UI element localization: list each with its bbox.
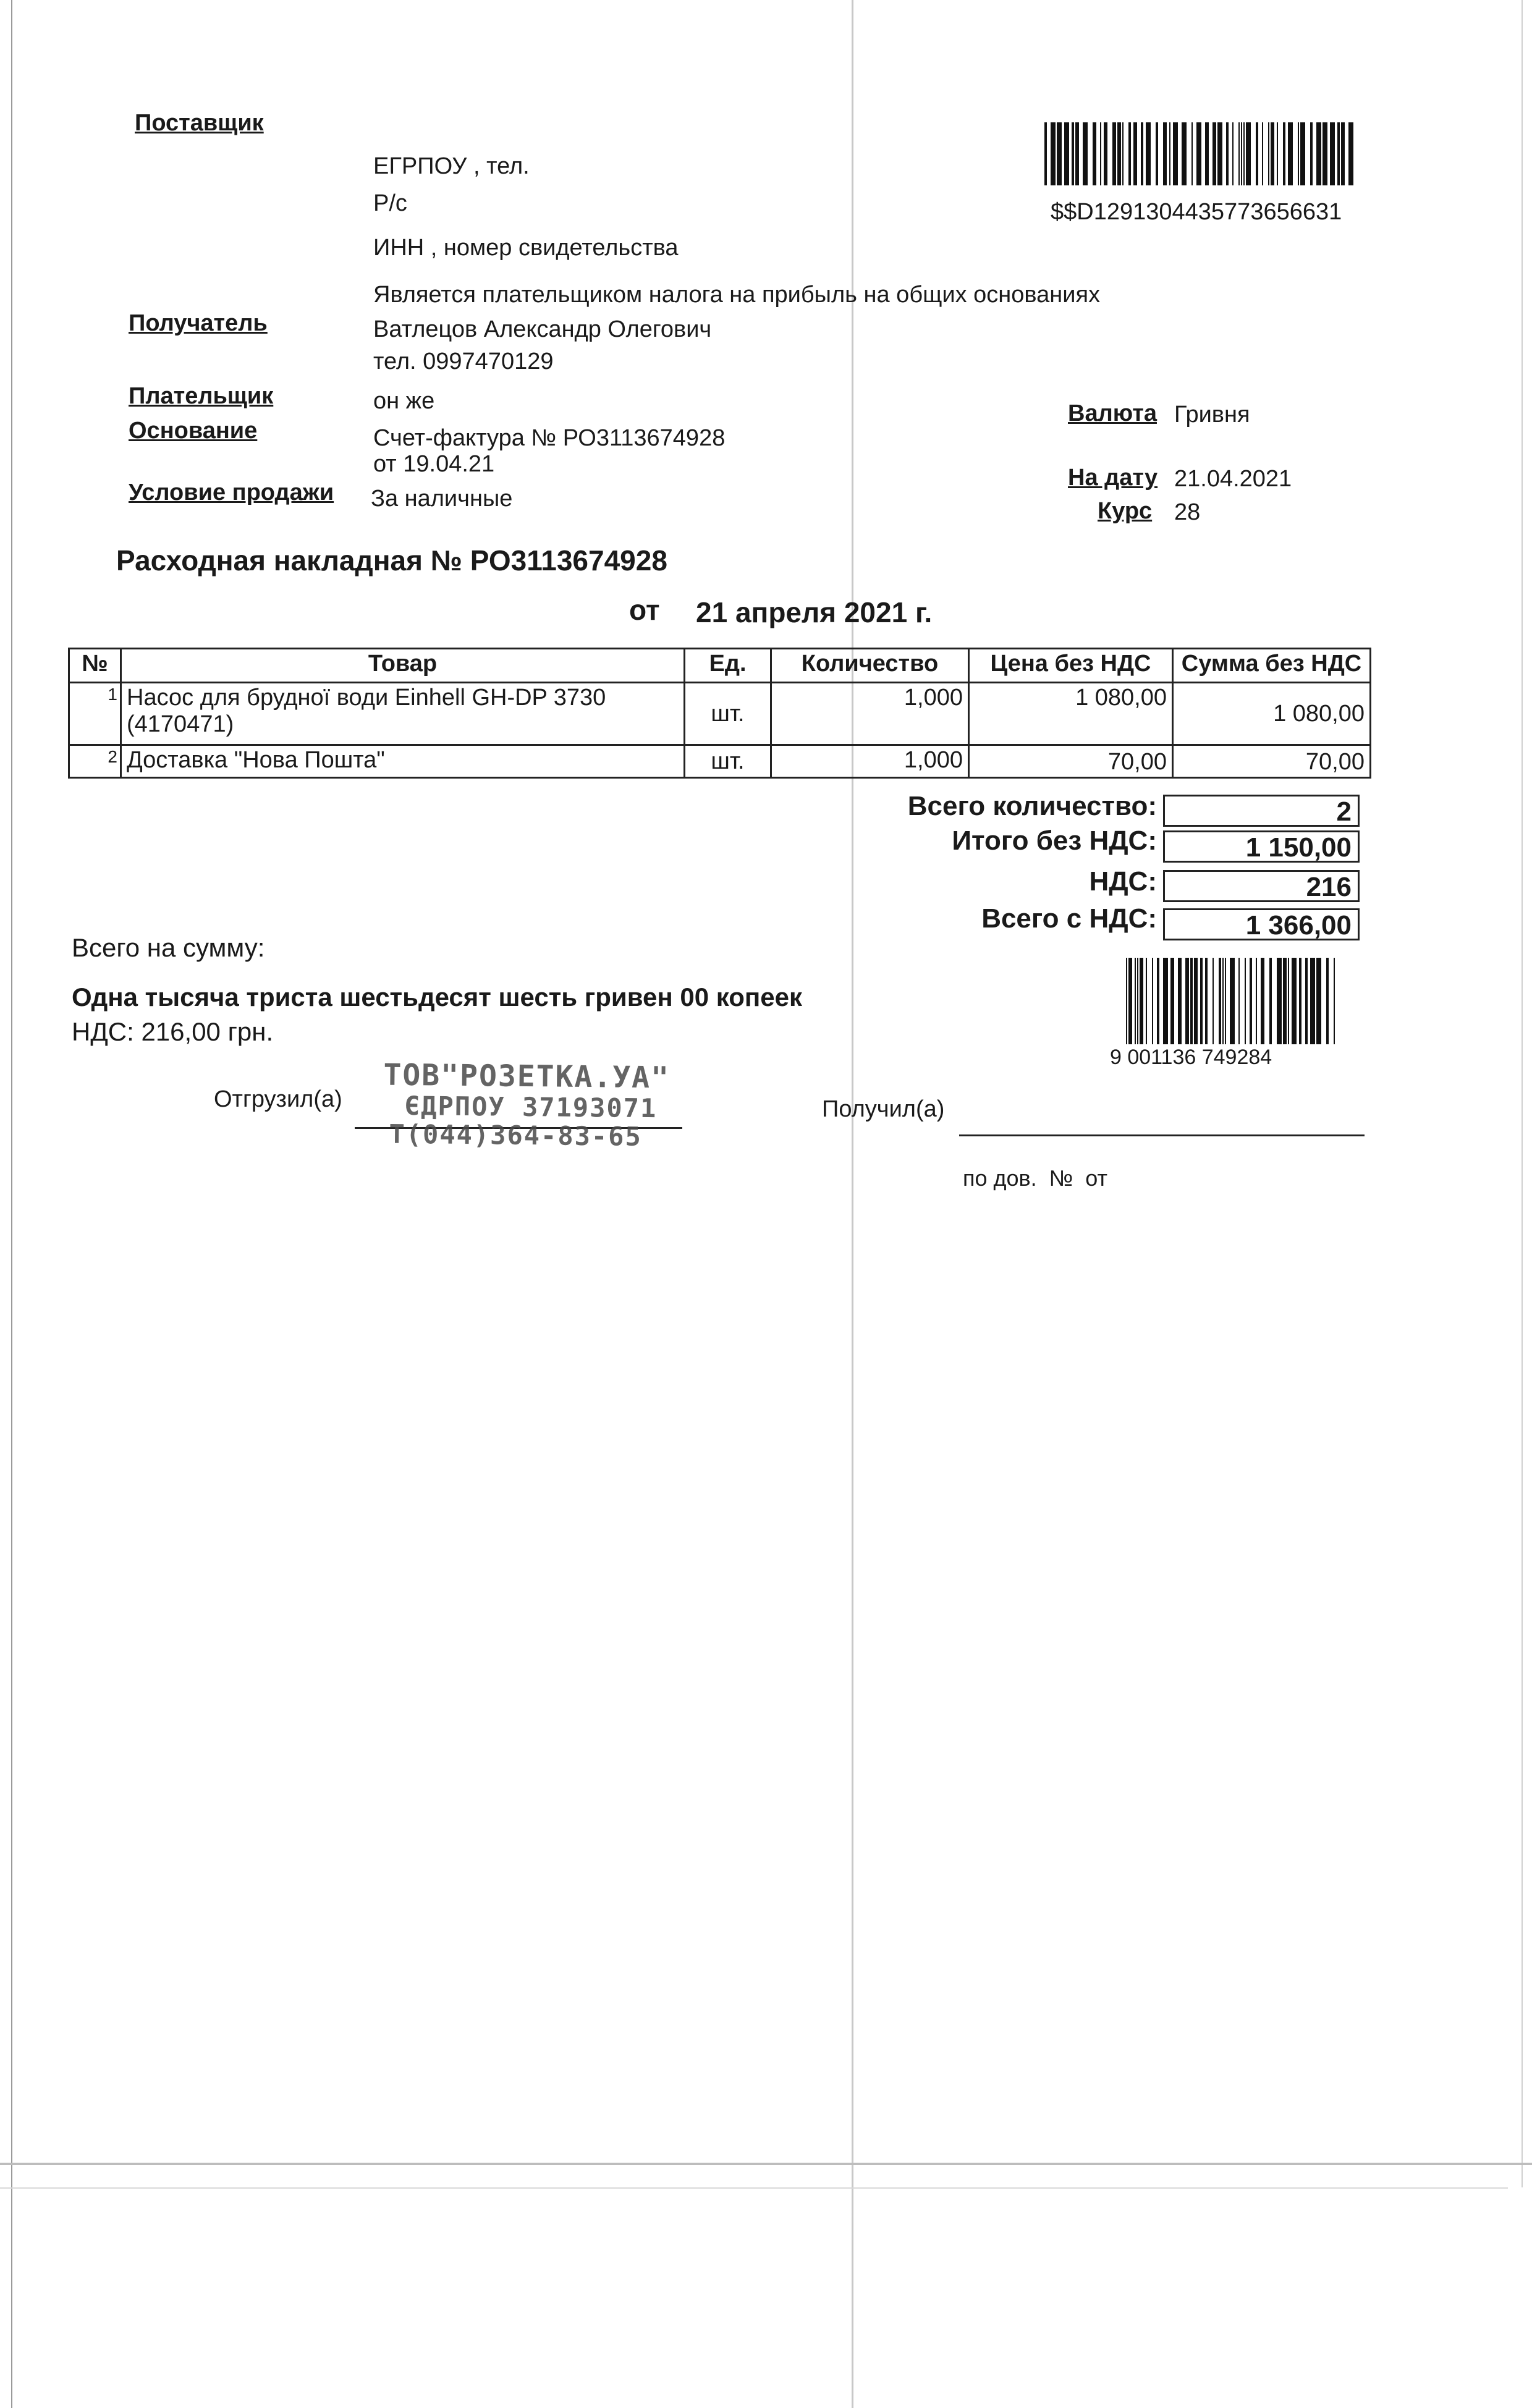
scan-left-edge (11, 0, 12, 2408)
currency-value: Гривня (1174, 402, 1250, 428)
barcode-bar (1182, 122, 1187, 185)
row-number: 2 (69, 745, 121, 778)
barcode-space (1234, 122, 1238, 185)
barcode-space (1187, 122, 1191, 185)
row-unit: шт. (685, 745, 771, 778)
col-header-price: Цена без НДС (969, 649, 1173, 683)
barcode-bar (1288, 122, 1293, 185)
total-qty-value: 2 (1163, 795, 1360, 827)
barcode-space (1329, 958, 1334, 1044)
barcode-bar (1146, 122, 1151, 185)
row-sum: 1 080,00 (1173, 683, 1371, 745)
barcode-space (1272, 958, 1277, 1044)
barcode-bar (1196, 122, 1201, 185)
document-title: Расходная накладная № РО3113674928 (116, 544, 667, 577)
sum-words-text: Одна тысяча триста шестьдесят шесть гривен 00 копеек (72, 982, 802, 1012)
document-date: 21 апреля 2021 г. (696, 596, 933, 628)
barcode-bar (1316, 958, 1321, 1044)
payer-label: Плательщик (129, 383, 274, 409)
barcode-bar (1292, 958, 1297, 1044)
sum-words-vat: НДС: 216,00 грн. (72, 1017, 274, 1046)
rate-value: 28 (1174, 499, 1201, 525)
barcode-space (1147, 958, 1152, 1044)
col-header-qty: Количество (771, 649, 969, 683)
table-row (69, 745, 1371, 778)
currency-label: Валюта (1068, 400, 1157, 426)
shipped-by-label: Отгрузил(а) (214, 1086, 342, 1112)
barcode-bar (1057, 122, 1062, 185)
barcode-bar (1230, 958, 1235, 1044)
row-number: 1 (69, 683, 121, 745)
barcode-space (1305, 122, 1310, 185)
items-table (68, 648, 1371, 779)
sale-condition-label: Условие продажи (129, 479, 334, 505)
barcode-bar (1083, 122, 1088, 185)
scan-bottom-edge-2 (0, 2187, 1508, 2189)
row-qty: 1,000 (771, 683, 969, 745)
row-price: 1 080,00 (969, 683, 1173, 745)
supplier-inn: ИНН , номер свидетельства (373, 235, 679, 261)
barcode-space (1214, 958, 1219, 1044)
barcode-space (1208, 958, 1212, 1044)
total-gross-value: 1 366,00 (1163, 908, 1360, 940)
barcode-space (1263, 122, 1268, 185)
barcode-bottom (1126, 958, 1337, 1044)
supplier-account: Р/с (373, 190, 407, 216)
document-date-prefix: от (629, 594, 660, 626)
total-gross-label: Всего с НДС: (981, 903, 1157, 934)
barcode-space (1335, 958, 1337, 1044)
barcode-space (1158, 122, 1163, 185)
scan-right-edge (1521, 0, 1523, 2187)
power-of-attorney: по дов. № от (963, 1165, 1108, 1191)
barcode-space (1278, 122, 1283, 185)
supplier-label: Поставщик (135, 110, 264, 136)
company-stamp (383, 1059, 670, 1152)
supplier-tax-status: Является плательщиком налога на прибыль на общих основаниях (373, 282, 1101, 308)
basis-label: Основание (129, 418, 258, 444)
barcode-space (1088, 122, 1093, 185)
col-header-unit: Ед. (685, 649, 771, 683)
on-date-label: На дату (1068, 465, 1158, 491)
col-header-sum: Сумма без НДС (1173, 649, 1371, 683)
total-vat-value: 216 (1163, 870, 1360, 902)
row-item-name: Доставка "Нова Пошта" (121, 745, 685, 778)
barcode-bar (1163, 958, 1168, 1044)
row-price: 70,00 (969, 745, 1173, 778)
basis-value: Счет-фактура № РО3113674928 (373, 425, 726, 451)
received-by-signature-line (959, 1134, 1365, 1136)
barcode-top-text: $$D1291304435773656631 (1051, 199, 1342, 225)
barcode-bar (1310, 958, 1315, 1044)
stamp-line-1: ТОВ"РОЗЕТКА.УА" (383, 1057, 671, 1096)
sum-words-label: Всего на сумму: (72, 933, 265, 962)
col-header-number: № (69, 649, 121, 683)
basis-date: от 19.04.21 (373, 451, 495, 477)
barcode-bottom-text: 9 001136 749284 (1107, 1046, 1274, 1070)
barcode-space (1293, 122, 1298, 185)
row-item-code: (4170471) (127, 711, 234, 737)
barcode-space (1151, 122, 1156, 185)
barcode-bar (1348, 122, 1353, 185)
total-qty-label: Всего количество: (907, 791, 1157, 821)
sale-condition-value: За наличные (371, 486, 513, 512)
stamp-line-2: ЄДРПОУ 37193071 (404, 1090, 658, 1124)
table-row (69, 683, 1371, 745)
table-header-row (69, 649, 1371, 683)
total-net-label: Итого без НДС: (952, 826, 1157, 856)
on-date-value: 21.04.2021 (1174, 466, 1292, 492)
row-sum: 70,00 (1173, 745, 1371, 778)
barcode-bar (1330, 122, 1335, 185)
scan-bottom-edge (0, 2163, 1532, 2165)
received-by-label: Получил(а) (822, 1096, 945, 1122)
barcode-bar (1064, 122, 1069, 185)
barcode-space (1124, 122, 1128, 185)
col-header-item: Товар (121, 649, 685, 683)
barcode-bar (1316, 122, 1321, 185)
scan-fold-line (852, 0, 853, 2408)
barcode-space (1240, 958, 1245, 1044)
recipient-name: Ватлецов Александр Олегович (373, 316, 712, 342)
barcode-bar (1173, 122, 1178, 185)
barcode-bar (1246, 122, 1251, 185)
supplier-egrpou: ЕГРПОУ , тел. (373, 153, 530, 179)
barcode-bar (1051, 122, 1056, 185)
payer-value: он же (373, 388, 435, 414)
recipient-phone: тел. 0997470129 (373, 349, 554, 374)
barcode-space (1107, 122, 1112, 185)
barcode-space (1251, 122, 1256, 185)
total-net-value: 1 150,00 (1163, 830, 1360, 863)
rate-label: Курс (1098, 498, 1153, 524)
barcode-bar (1277, 958, 1282, 1044)
barcode-bar (1217, 122, 1222, 185)
row-item (121, 683, 685, 745)
barcode-bar (1323, 122, 1327, 185)
row-qty: 1,000 (771, 745, 969, 778)
barcode-top (1044, 122, 1353, 185)
barcode-bar (1300, 122, 1305, 185)
barcode-space (1264, 958, 1269, 1044)
recipient-label: Получатель (129, 310, 268, 336)
stamp-line-3: Т(044)364-83-65 (389, 1118, 643, 1152)
total-vat-label: НДС: (1089, 866, 1157, 897)
barcode-space (1321, 958, 1326, 1044)
row-item-name: Насос для брудної води Einhell GH-DP 3730 (127, 685, 606, 711)
row-unit: шт. (685, 683, 771, 745)
